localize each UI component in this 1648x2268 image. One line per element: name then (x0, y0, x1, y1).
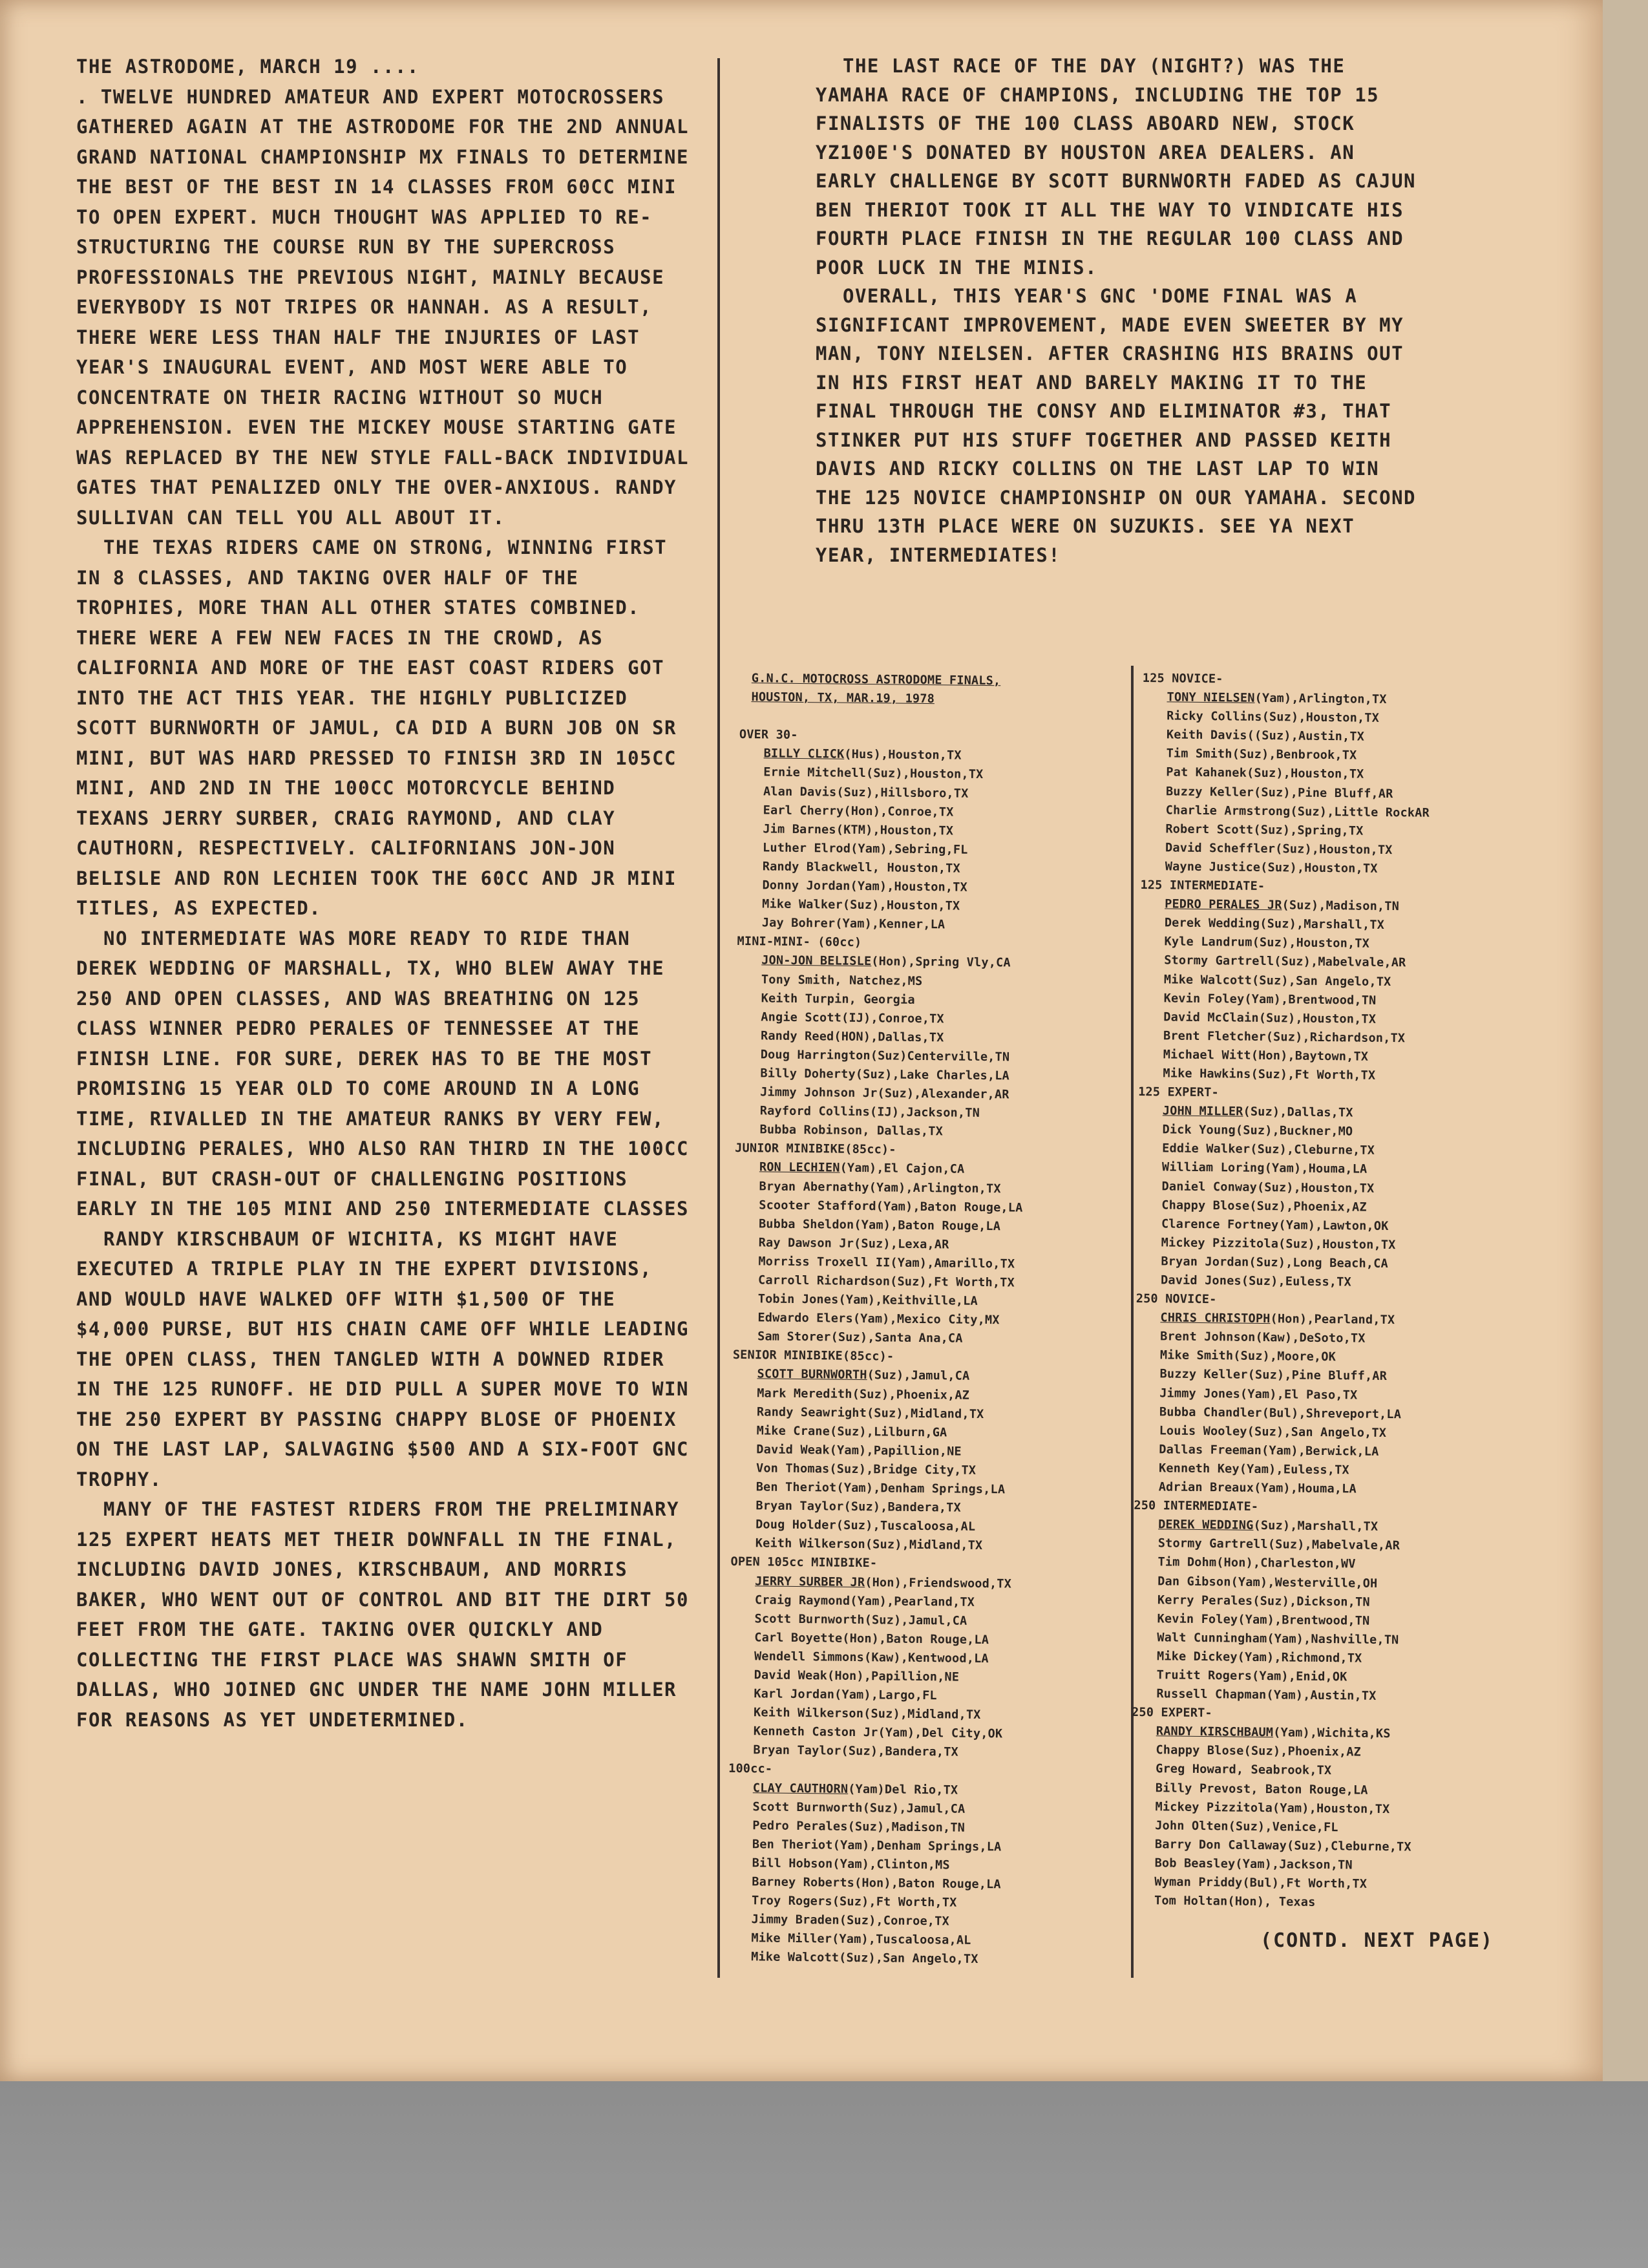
article-left-column (76, 52, 697, 1735)
rider-details: (Suz)Centerville,TN (870, 1049, 1010, 1065)
rider-details: (Yam),Brentwood,TN (1238, 1613, 1370, 1628)
rider-details: (Suz),Houston,TX (1260, 860, 1378, 876)
class-heading: 125 INTERMEDIATE- (1140, 878, 1265, 894)
rider-name: Keith Davis (1166, 728, 1247, 743)
rider-name: William Loring (1161, 1160, 1265, 1176)
rider-details: (Suz),Phoenix,AZ (1249, 1199, 1367, 1214)
rider-details: (Yam),Tuscaloosa,AL (832, 1932, 971, 1948)
rider-name: JON-JON BELISLE (761, 953, 872, 969)
class-heading: OVER 30- (739, 728, 798, 743)
class-heading: 250 EXPERT- (1131, 1706, 1212, 1721)
rider-name: Bryan Taylor (753, 1743, 841, 1759)
rider-name: Karl Jordan (754, 1687, 835, 1702)
rider-name: Edwardo Elers (757, 1311, 853, 1326)
rider-details: (Suz),Richardson,TX (1265, 1030, 1406, 1046)
rider-name: Von Thomas (755, 1461, 830, 1476)
rider-name: Kenneth Caston Jr (753, 1724, 878, 1740)
rider-name: Brent Johnson (1160, 1330, 1256, 1345)
rider-name: Bubba Chandler (1159, 1404, 1262, 1420)
rider-name: David Jones (1160, 1273, 1241, 1288)
rider-details: (Yam),Richmond,TX (1237, 1650, 1362, 1666)
rider-details: (KTM),Houston,TX (836, 823, 954, 838)
rider-details: (Hon),Baytown,TX (1251, 1048, 1369, 1064)
rider-name: Bryan Jordan (1161, 1255, 1249, 1269)
rider-details: , Dallas,TX (862, 1124, 944, 1139)
rider-details: (Hon),Conroe,TX (843, 804, 954, 820)
rider-details: (Suz),Houston,TX (865, 767, 984, 782)
rider-details: (Hon),Friendswood,TX (865, 1575, 1012, 1591)
rider-details: (Yam),Clinton,MS (832, 1857, 950, 1872)
rider-name: Troy Rogers (751, 1894, 832, 1909)
rider-name: CLAY CAUTHORN (752, 1781, 849, 1796)
rider-details: (Yam),Baton Rouge,LA (876, 1199, 1023, 1215)
rider-details: (Suz),Cleburne,TX (1286, 1839, 1411, 1854)
rider-details: (Suz),Lake Charles,LA (855, 1067, 1010, 1083)
article-paragraph: THE TEXAS RIDERS CAME ON STRONG, WINNING FIRST IN 8 CLASSES, AND TAKING OVER HALF OF THE TROPHIES, MORE THAN ALL OTHER STATES COMBINED. THERE WERE A FEW NEW FACES IN THE CROWD, AS CALIFORNIA AND MORE OF THE EAST COAST RIDERS GOT INTO THE ACT THIS YEAR. THE HIGHLY PUBLICIZED SCOTT BURNWORTH OF JAMUL, CA DID A BURN JOB ON SR MINI, BUT WAS HARD PRESSED TO FINISH 3RD IN 105CC MINI, AND 2ND IN THE 100CC MOTORCYCLE BEHIND TEXANS JERRY SURBER, CRAIG RAYMOND, AND CLAY CAUTHORN, RESPECTIVELY. CALIFORNIANS JON-JON BELISLE AND RON LECHIEN TOOK THE 60CC AND JR MINI TITLES, AS EXPECTED. (76, 536, 677, 919)
rider-details: (Yam),Euless,TX (1239, 1462, 1349, 1478)
rider-details: (Suz),Dickson,TN (1252, 1594, 1370, 1609)
rider-name: Mark Meredith (757, 1386, 852, 1401)
rider-name: Louis Wooley (1159, 1424, 1247, 1439)
rider-name: Buzzy Keller (1159, 1367, 1248, 1383)
rider-name: Bryan Abernathy (759, 1179, 869, 1194)
rider-name: BILLY CLICK (763, 747, 845, 762)
rider-name: Jimmy Braden (751, 1913, 840, 1927)
rider-details: (Suz),Midland,TX (866, 1406, 984, 1421)
rider-details: (Yam),Pearland,TX (850, 1594, 975, 1609)
rider-details: (Suz),Dallas,TX (1243, 1105, 1353, 1120)
rider-details: (Suz),Midland,TX (865, 1538, 983, 1553)
rider-details: (Yam),Lawton,OK (1278, 1218, 1389, 1233)
rider-details: (Suz),Houston,TX (842, 898, 960, 913)
rider-details: (Yam),Baton Rouge,LA (854, 1218, 1001, 1233)
rider-details: (Suz),Ft Worth,TX (1251, 1067, 1376, 1083)
rider-details: (Suz),Houston,TX (1252, 936, 1370, 951)
rider-name: Daniel Conway (1161, 1179, 1258, 1194)
rider-details: (Yam),Austin,TX (1266, 1688, 1377, 1703)
rider-name: John Olten (1155, 1819, 1229, 1834)
rider-name: Walt Cunningham (1157, 1631, 1267, 1646)
rider-details: (Suz),San Angelo,TX (839, 1951, 978, 1967)
rider-name: David Weak (754, 1668, 828, 1683)
rider-name: Chappy Blose (1161, 1198, 1250, 1213)
rider-name: Dallas Freeman (1159, 1443, 1262, 1457)
rider-name: Adrian Breaux (1158, 1480, 1254, 1495)
class-heading: 250 INTERMEDIATE- (1134, 1499, 1259, 1514)
rider-name: Alan Davis (763, 784, 837, 800)
rider-name: Randy Reed (760, 1029, 834, 1044)
rider-details: (Suz),Cleburne,TX (1250, 1143, 1375, 1158)
rider-details: (Suz),Lexa,AR (853, 1236, 949, 1252)
rider-details: (Suz),Houston,TX (1258, 1011, 1377, 1026)
rider-name: TONY NIELSEN (1167, 690, 1255, 705)
rider-details: (Suz),Houston,TX (1246, 767, 1364, 782)
rider-name: Brent Fletcher (1163, 1029, 1266, 1044)
rider-details: (Suz),Alexander,AR (877, 1086, 1009, 1102)
rider-name: RANDY KIRSCHBAUM (1156, 1724, 1274, 1740)
rider-name: Ricky Collins (1167, 709, 1262, 725)
rider-details: (Suz),Houston,TX (1275, 842, 1393, 857)
rider-details: (Suz),San Angelo,TX (1251, 973, 1391, 989)
rider-name: Randy Blackwell (762, 860, 872, 875)
rider-name: Doug Holder (755, 1518, 836, 1532)
rider-details: (Yam),Mexico City,MX (852, 1312, 1000, 1328)
class-heading: 125 NOVICE- (1142, 671, 1223, 686)
rider-name: Mike Smith (1159, 1348, 1234, 1363)
rider-details: ((Suz),Austin,TX (1247, 728, 1365, 744)
rider-name: Mike Hawkins (1163, 1066, 1251, 1081)
class-heading: MINI-MINI- (60cc) (737, 935, 862, 950)
rider-name: Kyle Landrum (1164, 935, 1252, 950)
rider-details: , Natchez,MS (834, 973, 923, 988)
rider-details: (Yam),Berwick,LA (1261, 1443, 1379, 1459)
rider-name: Buzzy Keller (1165, 784, 1254, 800)
rider-details: (Yam),Papillion,NE (829, 1443, 962, 1459)
class-heading: 250 NOVICE- (1136, 1292, 1217, 1307)
rider-name: SCOTT BURNWORTH (757, 1367, 867, 1383)
class-heading: SENIOR MINIBIKE(85cc)- (732, 1348, 894, 1364)
rider-name: Billy Doherty (760, 1066, 856, 1081)
rider-details: (Suz),Mabelvale,AR (1267, 1538, 1400, 1553)
rider-details: (Suz),Bandera,TX (843, 1500, 962, 1515)
rider-details: (Suz),Mabelvale,AR (1274, 955, 1406, 970)
rider-details: (Yam),Arlington,TX (1254, 691, 1387, 707)
rider-name: Ben Theriot (752, 1838, 833, 1852)
dateline: THE ASTRODOME, MARCH 19 .... (76, 56, 419, 78)
rider-details: (Yam),Amarillo,TX (890, 1256, 1015, 1271)
rider-name: Pedro Perales (752, 1819, 848, 1834)
rider-name: Tim Dohm (1157, 1555, 1217, 1570)
rider-name: Dan Gibson (1157, 1574, 1231, 1589)
rider-details: (Yam),Del City,OK (878, 1726, 1003, 1741)
results-title-line: G.N.C. MOTOCROSS ASTRODOME FINALS, (751, 672, 1001, 688)
rider-details: (Suz),Phoenix,AZ (852, 1387, 970, 1403)
rider-details: (Suz),Bandera,TX (841, 1744, 959, 1759)
rider-name: Scooter Stafford (759, 1198, 876, 1213)
article-paragraph: NO INTERMEDIATE WAS MORE READY TO RIDE THAN DEREK WEDDING OF MARSHALL, TX, WHO BLEW AWAY THE 250 AND OPEN CLASSES, AND WAS BREATHING ON 125 CLASS WINNER PEDRO PERALES OF TENNESSEE AT THE FINISH LINE. FOR SURE, DEREK HAS TO BE THE MOST PROMISING 15 YEAR OLD TO COME AROUND IN A LONG TIME, RIVALLED IN THE AMATEUR RANKS BY VERY FEW, INCLUDING PERALES, WHO ALSO RAN THIRD IN THE 100CC FINAL, BUT CRASH-OUT OF CHALLENGING POSITIONS EARLY IN THE 105 MINI AND 250 INTERMEDIATE CLASSES (76, 927, 689, 1220)
rider-details: (Yam),Wichita,KS (1273, 1726, 1391, 1741)
rider-details: (Yam),Kenner,LA (835, 917, 945, 932)
rider-details: (Suz),Tuscaloosa,AL (836, 1518, 976, 1534)
rider-name: Eddie Walker (1162, 1141, 1251, 1157)
rider-name: Mike Walker (762, 897, 843, 912)
rider-name: Bob Beasley (1154, 1856, 1236, 1871)
rider-name: Mickey Pizzitola (1155, 1799, 1273, 1815)
rider-name: Carroll Richardson (757, 1273, 891, 1289)
rider-details: (Hon),Charleston,WV (1216, 1556, 1356, 1571)
rider-name: Mike Walcott (1163, 972, 1252, 988)
rider-details: (Suz),Jamul,CA (867, 1368, 970, 1384)
rider-name: Derek Wedding (1164, 916, 1260, 931)
rider-details: (Suz),Euless,TX (1241, 1274, 1351, 1289)
rider-name: Keith Wilkerson (753, 1706, 864, 1721)
class-heading: OPEN 105cc MINIBIKE- (730, 1555, 878, 1571)
rider-name: Tobin Jones (757, 1292, 839, 1307)
rider-name: David McClain (1163, 1010, 1259, 1025)
rider-details: (Yam),Enid,OK (1251, 1669, 1347, 1684)
rider-name: Randy Seawright (756, 1404, 867, 1420)
rider-name: Mickey Pizzitola (1161, 1236, 1279, 1251)
rider-name: Scott Burnworth (754, 1612, 865, 1627)
rider-details: (Suz),Phoenix,AZ (1243, 1744, 1362, 1759)
rider-details: (Hon), Texas (1227, 1894, 1316, 1909)
rider-name: David Scheffler (1165, 841, 1276, 856)
rider-details: (Suz),Hillsboro,TX (836, 785, 969, 801)
rider-details: (Suz),Jamul,CA (864, 1613, 967, 1628)
rider-details: (Hon),Baton Rouge,LA (842, 1631, 989, 1647)
rider-name: Wyman Priddy (1154, 1875, 1243, 1890)
rider-details: (Yam),Houston,TX (850, 879, 968, 895)
rider-details: , Georgia (849, 992, 915, 1007)
rider-details: (Yam),Houston,TX (1272, 1801, 1390, 1816)
rider-name: Donny Jordan (762, 878, 850, 893)
rider-details: (Suz),Moore,OK (1233, 1349, 1336, 1364)
rider-details: (Yam),Westerville,OH (1231, 1575, 1378, 1591)
rider-name: Carl Boyette (754, 1631, 843, 1646)
results-title-line: HOUSTON, TX, MAR.19, 1978 (751, 690, 935, 706)
rider-details: (Hon),Papillion,NE (827, 1669, 960, 1684)
results-title (739, 669, 1121, 710)
rider-details: (Suz),Spring,TX (1253, 823, 1364, 838)
rider-details: (Suz),Lilburn,GA (829, 1425, 947, 1440)
rider-name: Chappy Blose (1156, 1743, 1244, 1759)
rider-name: Stormy Gartrell (1164, 953, 1274, 969)
article-paragraph: RANDY KIRSCHBAUM OF WICHITA, KS MIGHT HAVE EXECUTED A TRIPLE PLAY IN THE EXPERT DIVISIONS, AND WOULD HAVE WALKED OFF WITH $1,500 OF THE $4,000 PURSE, BUT HIS CHAIN CAME OFF WHILE LEADING THE OPEN CLASS, THEN TANGLED WITH A DOWNED RIDER IN THE 125 RUNOFF. HE DID PULL A SUPER MOVE TO WIN THE 250 EXPERT BY PASSING CHAPPY BLOSE OF PHOENIX ON THE LAST LAP, SALVAGING $500 AND A SIX-FOOT GNC TROPHY. (76, 1227, 689, 1490)
article-paragraph: THE LAST RACE OF THE DAY (NIGHT?) WAS THE YAMAHA RACE OF CHAMPIONS, INCLUDING THE TOP 15 FINALISTS OF THE 100 CLASS ABOARD NEW, STOCK YZ100E'S DONATED BY HOUSTON AREA DEALERS. AN EARLY CHALLENGE BY SCOTT BURNWORTH FADED AS CAJUN BEN THERIOT TOOK IT ALL THE WAY TO VINDICATE HIS FOURTH PLACE FINISH IN THE REGULAR 100 CLASS AND POOR LUCK IN THE MINIS. (816, 55, 1417, 279)
rider-name: JOHN MILLER (1162, 1104, 1243, 1119)
rider-name: Morriss Troxell II (758, 1255, 891, 1270)
rider-details: (Suz),Little RockAR (1290, 805, 1430, 820)
rider-name: Pat Kahanek (1166, 765, 1247, 781)
rider-details: , Houston,TX (872, 861, 961, 876)
rider-details: (Suz),Houston,TX (1262, 710, 1380, 726)
rider-details: (Hon),Spring Vly,CA (871, 955, 1011, 970)
rider-name: Luther Elrod (762, 841, 851, 856)
rider-name: Angie Scott (761, 1010, 842, 1025)
rider-details: (Yam),Largo,FL (834, 1688, 937, 1703)
rider-name: Keith Turpin (761, 991, 849, 1006)
rider-name: Mike Crane (756, 1424, 830, 1439)
rider-name: Jay Bohrer (761, 916, 836, 931)
results-list-right (1130, 669, 1595, 1914)
rider-details: (Suz),Jamul,CA (862, 1801, 966, 1816)
rider-entry (726, 1947, 1108, 1970)
rider-details: (Yam),Houma,LA (1264, 1161, 1368, 1177)
rider-name: Truitt Rogers (1156, 1668, 1252, 1683)
rider-name: Kenneth Key (1158, 1461, 1240, 1476)
rider-details: (Yam)Del Rio,TX (848, 1782, 958, 1797)
rider-name: Kevin Foley (1163, 991, 1245, 1006)
rider-details: (Yam),Jackson,TN (1235, 1857, 1353, 1872)
rider-name: Ernie Mitchell (763, 765, 867, 781)
rider-details: (Suz),Ft Worth,TX (832, 1894, 957, 1910)
rider-details: (Suz),Long Beach,CA (1249, 1255, 1388, 1271)
rider-name: Jim Barnes (763, 822, 836, 837)
rider-name: Billy Prevost (1155, 1781, 1251, 1796)
class-heading: JUNIOR MINIBIKE(85cc)- (735, 1141, 896, 1157)
rider-name: Kevin Foley (1157, 1612, 1238, 1627)
rider-name: Rayford Collins (759, 1104, 871, 1119)
rider-details: , Baton Rouge,LA (1251, 1782, 1368, 1797)
rider-name: PEDRO PERALES JR (1165, 897, 1282, 913)
rider-name: Stormy Gartrell (1157, 1536, 1269, 1552)
rider-details: , Seabrook,TX (1236, 1763, 1332, 1778)
rider-details: (Suz),Benbrook,TX (1232, 747, 1357, 763)
rider-details: (HON),Dallas,TX (834, 1030, 944, 1045)
rider-name: CHRIS CHRISTOPH (1160, 1311, 1271, 1326)
rider-name: Doug Harrington (760, 1048, 871, 1063)
rider-name: Mike Dickey (1156, 1649, 1238, 1664)
rider-details: (Kaw),DeSoto,TX (1255, 1331, 1366, 1346)
rider-details: (Suz),Madison,TN (1282, 898, 1400, 914)
rider-details: (Yam),El Cajon,CA (840, 1161, 965, 1177)
rider-details: (Bul),Ft Worth,TX (1242, 1876, 1368, 1891)
rider-name: Bubba Sheldon (758, 1217, 854, 1232)
rider-name: Jimmy Johnson Jr (760, 1085, 878, 1101)
rider-name: Bryan Taylor (755, 1499, 844, 1514)
rider-details: (Suz),Ft Worth,TX (890, 1275, 1015, 1290)
rider-details: (Suz),Marshall,TX (1260, 917, 1385, 933)
rider-name: Scott Burnworth (752, 1799, 863, 1815)
article-paragraph: . TWELVE HUNDRED AMATEUR AND EXPERT MOTOCROSSERS GATHERED AGAIN AT THE ASTRODOME FOR THE 2ND ANNUAL GRAND NATIONAL CHAMPIONSHIP MX FINALS TO DETERMINE THE BEST OF THE BEST IN 14 CLASSES FROM 60CC MINI TO OPEN EXPERT. MUCH THOUGHT WAS APPLIED TO RE-STRUCTURING THE COURSE RUN BY THE SUPERCROSS PROFESSIONALS THE PREVIOUS NIGHT, MAINLY BECAUSE EVERYBODY IS NOT TRIPES OR HANNAH. AS A RESULT, THERE WERE LESS THAN HALF THE INJURIES OF LAST YEAR'S INAUGURAL EVENT, AND MOST WERE ABLE TO CONCENTRATE ON THEIR RACING WITHOUT SO MUCH APPREHENSION. EVEN THE MICKEY MOUSE STARTING GATE WAS REPLACED BY THE NEW STYLE FALL-BACK INDIVIDUAL GATES THAT PENALIZED ONLY THE OVER-ANXIOUS. RANDY SULLIVAN CAN TELL YOU ALL ABOUT IT. (76, 85, 689, 529)
rider-name: Wendell Simmons (754, 1649, 865, 1664)
rider-name: Ray Dawson Jr (758, 1236, 854, 1251)
rider-details: (Suz),Pine Bluff,AR (1247, 1368, 1388, 1384)
rider-name: Tom Holtan (1154, 1894, 1228, 1909)
rider-details: (Yam),El Paso,TX (1240, 1387, 1358, 1403)
column-divider (717, 58, 720, 1978)
rider-details: (Suz),Midland,TX (863, 1707, 981, 1722)
rider-name: Robert Scott (1165, 822, 1254, 837)
rider-name: DEREK WEDDING (1158, 1518, 1254, 1533)
rider-name: Earl Cherry (763, 803, 844, 818)
rider-details: (Yam),Sebring,FL (850, 842, 968, 857)
article-right-column (816, 52, 1423, 569)
rider-details: (Yam),Denham Springs,LA (832, 1838, 1002, 1854)
rider-name: Charlie Armstrong (1165, 803, 1291, 819)
rider-details: (Suz),Houston,TX (1278, 1237, 1396, 1252)
rider-name: Russell Chapman (1156, 1687, 1267, 1702)
page-edge (1603, 0, 1648, 2081)
class-heading: 100cc- (728, 1762, 773, 1777)
rider-name: Kerry Perales (1157, 1593, 1253, 1608)
rider-details: (Hon),Baton Rouge,LA (854, 1876, 1001, 1892)
rider-details: (Suz),Pine Bluff,AR (1253, 785, 1393, 801)
rider-details: (Yam),Houma,LA (1254, 1481, 1357, 1496)
rider-details: (Suz),Buckner,MO (1235, 1123, 1353, 1139)
rider-details: (Suz),San Angelo,TX (1247, 1425, 1387, 1440)
rider-details: (Yam),Denham Springs,LA (836, 1481, 1006, 1497)
rider-name: Wayne Justice (1165, 860, 1261, 874)
rider-details: (Kaw),Kentwood,LA (863, 1650, 989, 1666)
rider-name: Tim Smith (1166, 747, 1232, 761)
rider-name: Barry Don Callaway (1154, 1838, 1287, 1853)
rider-name: Bubba Robinson (759, 1123, 863, 1138)
rider-details: (Suz),Madison,TN (847, 1819, 966, 1835)
rider-name: Clarence Fortney (1161, 1217, 1279, 1232)
rider-name: Greg Howard (1156, 1762, 1236, 1777)
article-paragraph: MANY OF THE FASTEST RIDERS FROM THE PRELIMINARY 125 EXPERT HEATS MET THEIR DOWNFALL IN THE FINAL, INCLUDING DAVID JONES, KIRSCHBAUM, AND MORRIS BAKER, WHO WENT OUT OF CONTROL AND BIT THE DIRT 50 FEET FROM THE GATE. TAKING OVER QUICKLY AND COLLECTING THE FIRST PLACE WAS SHAWN SMITH OF DALLAS, WHO JOINED GNC UNDER THE NAME JOHN MILLER FOR REASONS AS YET UNDETERMINED. (76, 1498, 689, 1731)
rider-name: Mike Miller (751, 1931, 832, 1946)
rider-details: (Yam),Nashville,TN (1267, 1631, 1399, 1648)
rider-name: RON LECHIEN (759, 1160, 840, 1176)
rider-name: JERRY SURBER JR (755, 1574, 865, 1589)
rider-name: Craig Raymond (754, 1593, 850, 1608)
rider-details: (Bul),Shreveport,LA (1262, 1406, 1402, 1421)
rider-name: Keith Wilkerson (755, 1536, 866, 1552)
rider-details: (Suz),Conroe,TX (839, 1913, 949, 1929)
rider-name: Tony Smith (761, 972, 835, 988)
rider-details: (Suz),Marshall,TX (1253, 1519, 1379, 1534)
rider-details: (Suz),Bridge City,TX (829, 1462, 977, 1478)
class-heading: 125 EXPERT- (1138, 1085, 1219, 1100)
rider-details: (Hus),Houston,TX (844, 748, 962, 763)
rider-details: (Hon),Pearland,TX (1270, 1312, 1395, 1328)
rider-name: Bill Hobson (752, 1856, 833, 1871)
rider-details: (IJ),Jackson,TN (869, 1105, 980, 1121)
rider-name: Ben Theriot (755, 1480, 837, 1495)
continued-note: (CONTD. NEXT PAGE) (1260, 1929, 1494, 1952)
rider-name: Mike Walcott (751, 1950, 840, 1966)
scanner-background (0, 2081, 1648, 2268)
rider-details: (IJ),Conroe,TX (841, 1011, 944, 1026)
rider-name: Barney Roberts (752, 1875, 855, 1890)
rider-details: (Suz),Houston,TX (1256, 1180, 1375, 1196)
rider-details: (Yam),Brentwood,TN (1244, 992, 1377, 1008)
rider-details: (Suz),Santa Ana,CA (830, 1330, 963, 1346)
rider-name: David Weak (756, 1443, 830, 1457)
rider-name: Sam Storer (757, 1330, 831, 1344)
rider-name: Michael Witt (1163, 1048, 1251, 1063)
rider-name: Dick Young (1162, 1123, 1236, 1138)
rider-details: (Suz),Venice,FL (1228, 1819, 1338, 1834)
rider-name: Jimmy Jones (1159, 1386, 1241, 1401)
results-list-left (726, 669, 1121, 1971)
article-paragraph: OVERALL, THIS YEAR'S GNC 'DOME FINAL WAS A SIGNIFICANT IMPROVEMENT, MADE EVEN SWEETER BY MY MAN, TONY NIELSEN. AFTER CRASHING HIS BRAINS OUT IN HIS FIRST HEAT AND BARELY MAKING IT TO THE FINAL THROUGH THE CONSY AND ELIMINATOR #3, THAT STINKER PUT HIS STUFF TOGETHER AND PASSED KEITH DAVIS AND RICKY COLLINS ON THE LAST LAP TO WIN THE 125 NOVICE CHAMPIONSHIP ON OUR YAMAHA. SECOND THRU 13TH PLACE WERE ON SUZUKIS. SEE YA NEXT YEAR, INTERMEDIATES! (816, 285, 1417, 566)
rider-details: (Yam),Keithville,LA (838, 1293, 978, 1308)
rider-details: (Yam),Arlington,TX (869, 1180, 1001, 1196)
